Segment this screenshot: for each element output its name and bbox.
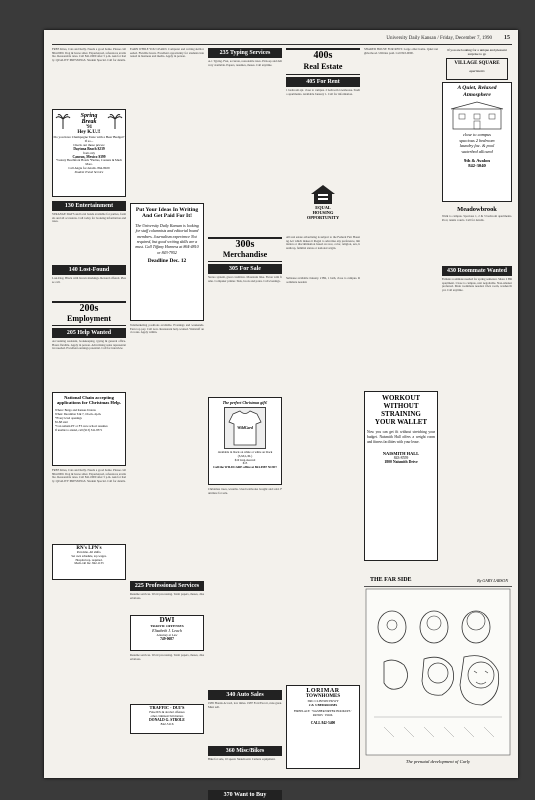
from-only: from only [83,151,95,155]
classified-text: FREE Kites, Cats and Kelly. Needs a good home. Please call 864-0000. Dog & horse sitter. Experienced, references available. Reasonable rates. Call 841-0000 after 5 p.m. Ask for Kelly. QUALITY PRESSINGS. Student Special. Call for details. [52,468,126,483]
classified-text: FREE Kites, Cats and Kelly. Needs a good home. Please call 864-0000. Dog & horse sitter. Experienced, references available. Reasonable rates. Call 841-0000 after 5 p.m. Ask for Kelly. QUALITY PRESSINGS. Student Special. Call for details. [52,47,126,62]
category-label: Employment [67,314,111,323]
category-number: 200s [79,303,99,314]
village-square-logo [446,58,508,80]
employment-category [52,301,126,326]
wildcard-title: The perfect Christmas gift! [222,400,268,405]
help-wanted-text: Accounting assistant, bookkeeping, typing & general office. Hours flexible. Apply in person. Advertising sales representative needed. Excellent earnings potential. Call for interview. [52,339,126,351]
classified-text: Christmas trees, wreaths. Used textbooks bought and sold. Furniture for sale. [208,487,282,495]
column-4 [286,48,360,769]
village-line-3: laundry fac. & pool [459,143,495,149]
column-5 [364,48,438,561]
classified-text: Sublease available January. 2 BR, 1 bath, close to campus. Roommate needed. [286,276,360,284]
column-3 [208,48,282,800]
equal-line-2: HOUSING [312,210,334,215]
dwi-ad [130,615,204,651]
champagne-line: Do you have Champagne Taste with a Beer Budget? [53,135,125,139]
spring-break-ad [52,109,126,197]
put-ideas-ad [130,203,204,321]
workout-line-3: STRAINING [381,410,421,418]
for-rent-text: 1 bedroom apt. close to campus. 2 bedroom townhouse. Studio apartments. Available January 1. Call for information. [286,88,360,96]
lorimar-title-1: LORIMAR [306,688,340,694]
dwi-role: Attorney at Law [156,633,178,637]
category-label: Merchandise [222,250,268,259]
entertainment-text: STRANGE DAYS and local bands available for parties, formals and all occasions. Call today for booking information and rates. [52,212,126,224]
rn-line-3: Hospital rep. required. [75,557,103,562]
spring-year: '91 [85,125,93,130]
workout-line-2: WITHOUT [383,402,419,410]
check-prices: Check out these prices: [73,143,105,147]
far-side-caption: The prenatal development of Curly [405,759,471,764]
dwi-name: Elizabeth J. Leach [152,628,182,633]
wildcard-call: Call the WILDCARE office at 864-0587 NOW! [213,465,277,470]
hotels-line: *Luxury Beachfront Hotels *Parties, Contests & Much More. [55,158,123,166]
village-address: 9th & Avalon [464,157,490,163]
village-line-2: spacious 2 bedroom [459,137,495,143]
newspaper-page [44,30,518,798]
put-ideas-title: Put Your Ideas In Writing And Get Paid For It! [135,207,199,220]
put-ideas-deadline: Deadline Dec. 12 [147,258,187,265]
lorimar-title-2: TOWNHOMES [305,694,341,699]
equal-line-3: OPPORTUNITY [306,215,340,220]
national-note-2: $5-$8 start [55,419,68,424]
village-name: VILLAGE SQUARE [454,61,500,66]
far-side-header [364,576,512,587]
category-label: Real Estate [303,62,343,71]
traffic-phone: 842-5116 [160,722,174,726]
national-note-1: *Every level openings [55,415,82,420]
call-angie: Call Angie for details. 864-8029 [68,166,110,171]
building-illustration [447,101,507,129]
page-number: 15 [504,35,510,41]
auto-sales-text: 1985 Honda Accord, low miles. 1987 Ford Escort, runs great. Must sell. [208,701,282,709]
section-225-header: 225 Professional Services [130,581,204,591]
for-sale-text: Stereo system, great condition. Mountain bike. Futon with frame. Computer printer. Skis, boots and poles. Call evenings. [208,275,282,283]
column-2 [130,48,204,734]
national-note-4: If unable to attend, call (913) 341-8571 [55,427,103,432]
workout-address: 1800 Naismith Drive [384,460,418,464]
classified-text: Telemarketing positions available. Evenings and weekends. Earn top pay. Call now. Restaurant help wanted. Waitstaff and cooks. Apply within. [130,323,204,335]
lorimar-call: CALL 842-5400 [310,720,336,725]
if-so: If so... [84,139,94,143]
dwi-phone: 749-0687 [160,637,174,641]
daytona-price: Daytona Beach $239 [73,147,105,151]
column-6 [442,48,512,562]
equal-line-1: EQUAL [315,205,331,210]
meadowbrook-body: Walk to campus. Spacious 1, 2 & 3 bedroom apartments. Pool, tennis courts. Call for details. [442,214,512,222]
village-line-1: close to campus [462,132,492,138]
lorimar-features: FIREPLACE · WASHER/DRYER HOOKUPS · PATIOS · POOL [293,709,353,718]
national-when: When: December 6 & 7, 10a.m.-4p.m. [55,411,102,416]
travel-agency: Student Travel Service [74,170,104,175]
section-205-header: 205 Help Wanted [52,328,126,338]
rn-line-4: Medi-call Inc. 842-1133 [74,561,104,566]
lost-found-text: Lost-Dog. Black with brown markings. Reward offered. Please call. [52,276,126,284]
workout-ad [364,391,438,561]
section-130-header: 130 Entertainment [52,201,126,211]
national-where: Where: Bergo and Kansas Unions [55,407,96,412]
professional-services-text: Resume services. Word processing. Term papers, theses, dissertations. [130,592,204,600]
lorimar-address: 3601 CLINTON PKWY [307,699,339,703]
workout-line-4: YOUR WALLET [374,418,428,426]
far-side-title: THE FAR SIDE [370,577,412,583]
section-405-header: 405 For Rent [286,77,360,87]
classified-text: SHARED HOUSE FOR RENT. Large older home. Quiet neighborhood. Utilities paid. Call 843-0000. [364,47,438,55]
wildcard-name: WildCard [237,425,253,430]
traffic-title: TRAFFIC · DUI'S [149,705,185,710]
palm-tree-icon [108,113,122,129]
village-square-ad [442,82,512,202]
header-line: University Daily Kansan / Friday, December 7, 1990 [386,36,492,41]
rn-line-1: Part-time. All shifts. [76,550,102,554]
section-235-header: 235 Typing Services [208,48,282,58]
cartoon-drawing [364,587,512,757]
section-370-header: 370 Want to Buy [208,790,282,800]
village-sub: apartments [469,69,485,73]
hey-ku: Hey K.U.!! [77,130,101,135]
roommate-wanted-text: Female roommate needed for spring semester. Share 2 BR apartment. Close to campus, rent negotiable. Non-smoker preferred. Male roommate needed. Own room, washer/dryer. Call anytime. [442,277,512,292]
dwi-sub: TRAFFIC OFFENSES [150,624,184,628]
traffic-line-1: False ID's & alcohol offenses [149,710,185,714]
village-tagline: A Quiet, Relaxed Atmosphere [457,85,497,98]
workout-body: Now you can get fit without stretching your budget. Naismith Hall offers a weight room and fitness facilities with your lease. [367,430,435,444]
wildcard-shirt-image [224,407,266,449]
category-number: 400s [313,50,333,61]
cancun-price: Cancun, Mexico $399 [72,155,106,159]
national-title: National Chain accepting applications for Christmas Help. [57,395,121,406]
section-305-header: 305 For Sale [208,264,282,274]
section-340-header: 340 Auto Sales [208,690,282,700]
workout-line-1: WORKOUT [381,394,421,402]
classified-text: EARN WHILE YOU LEARN. Computer and writing skills needed. Flexible hours. Excellent opportunity for students interested in business and media. Apply in person. [130,47,204,59]
wildcard-price-2: $15 [242,461,248,466]
wildcard-availability: Available in black on white or white on black (S,M,L,XL) [217,450,273,458]
traffic-name: DONALD G. STROLE [149,718,185,722]
equal-housing-block [286,183,360,235]
national-note-3: *Can remain PT or FT once school resumes [55,423,108,428]
rn-title: RN's LPN's [76,546,102,551]
traffic-ad [130,704,204,734]
equal-opportunity-text: All real estate advertising is subject to the Federal Fair Housing Act which makes it illegal to advertise any preference, limitation or discrimination based on race, color, religion, sex, handicap, familial status or national origin. [286,235,360,250]
meadowbrook-ad [442,206,512,263]
rn-ad [52,544,126,580]
lorimar-sub: 2 & 3 BEDROOMS [308,703,338,707]
workout-phone: 843-8559 [393,456,409,460]
dwi-title: DWI [159,616,175,624]
break-title: Break [81,119,97,125]
national-chain-ad [52,392,126,466]
page-header [52,34,512,45]
equal-housing-icon [309,183,337,205]
lorimar-ad [286,685,360,769]
typing-services-text: A-1 Typing. Fast, accurate, reasonable rates. Pick-up and delivery available. Papers, resumes, theses. Call anytime. [208,59,282,67]
section-140-header: 140 Lost-Found [52,265,126,275]
village-line-4: waterbed allowed [461,148,493,154]
meadowbrook-title: Meadowbrook [457,206,497,213]
section-360-header: 360 Misc/Bikes [208,746,282,756]
palm-tree-icon [56,113,70,129]
workout-name: NAISMITH HALL [382,451,420,456]
put-ideas-body: The University Daily Kansan is looking for staff columnists and editorial board members. Journalism experience Not required, but good writing skills are a must. Call Tiffany Harness at 864-4810 or 843-7952 [135,222,199,255]
far-side-byline: By GARY LARSON [477,578,508,583]
section-430-header: 430 Roommate Wanted [442,266,512,276]
wildcard-price-1: $10 long-sleeved [234,457,256,462]
misc-bikes-text: Bike for sale, 10 speed. Skateboard. Camera equipment. [208,757,276,761]
real-estate-category [286,48,360,75]
village-intro: If you are looking for a unique and pleasant surprise to go [447,48,507,56]
merchandise-category [208,237,282,262]
spring-title: Spring [80,113,98,119]
rn-line-2: Set own schedule, top wages. [71,553,107,558]
classified-text: Resume services. Word processing. Term papers, theses, dissertations. [130,653,204,661]
village-phone: 842-3040 [468,162,486,168]
traffic-line-2: other criminal/civil matters [150,714,184,718]
wildcard-ad [208,397,282,485]
category-number: 300s [235,239,255,250]
far-side-cartoon [364,576,512,772]
column-1 [52,48,126,580]
